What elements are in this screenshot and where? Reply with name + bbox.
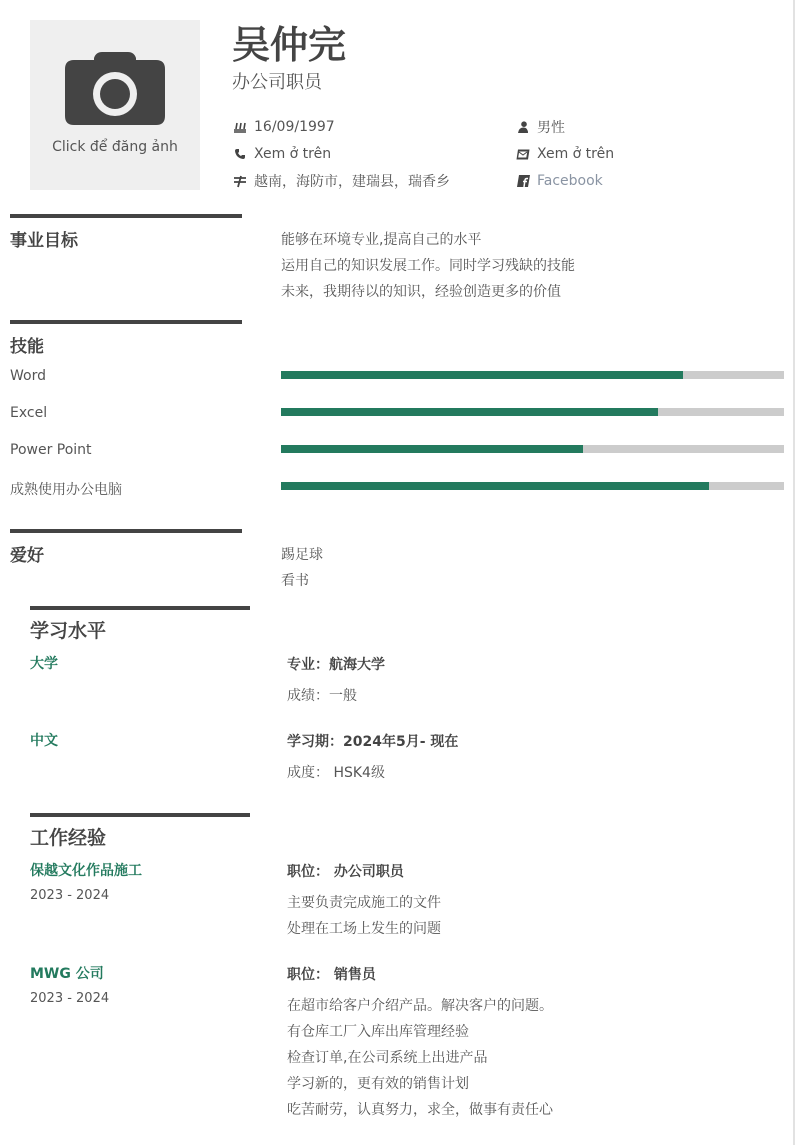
job-title: 办公司职员 bbox=[232, 72, 322, 93]
work-duty: 处理在工场上发生的问题 bbox=[287, 921, 441, 937]
cake-icon bbox=[232, 120, 248, 134]
company-name: 保越文化作品施工 bbox=[30, 863, 142, 879]
work-duty: 学习新的，更有效的销售计划 bbox=[287, 1076, 469, 1092]
skill-bar-fill bbox=[281, 371, 683, 379]
hobby-item: 踢足球 bbox=[281, 547, 323, 563]
objective-line: 能够在环境专业,提高自己的水平 bbox=[281, 232, 482, 248]
email-value: Xem ở trên bbox=[537, 146, 615, 162]
phone-value: Xem ở trên bbox=[254, 146, 332, 162]
education-detail-title: 专业：航海大学 bbox=[287, 657, 385, 673]
facebook-icon bbox=[515, 174, 531, 188]
skill-bar bbox=[281, 371, 784, 379]
phone-icon bbox=[232, 147, 248, 161]
section-rule bbox=[10, 320, 242, 324]
gender-value: 男性 bbox=[537, 120, 565, 136]
work-period: 2023 - 2024 bbox=[30, 991, 110, 1006]
photo-upload[interactable] bbox=[30, 20, 200, 190]
signpost-icon bbox=[232, 174, 248, 188]
section-rule bbox=[30, 606, 250, 610]
skill-label: Power Point bbox=[10, 442, 92, 458]
work-period: 2023 - 2024 bbox=[30, 888, 110, 903]
full-name: 吴仲完 bbox=[232, 23, 347, 67]
company-name: MWG 公司 bbox=[30, 966, 104, 982]
education-detail: 成度： HSK4级 bbox=[287, 765, 385, 781]
work-position: 职位： 办公司职员 bbox=[287, 864, 404, 880]
address-value: 越南，海防市，建瑞县，瑞香乡 bbox=[254, 174, 450, 190]
work-duty: 在超市给客户介绍产品。解决客户的问题。 bbox=[287, 998, 553, 1014]
birthday-value: 16/09/1997 bbox=[254, 119, 335, 135]
work-duty: 吃苦耐劳，认真努力，求全，做事有责任心 bbox=[287, 1102, 553, 1118]
photo-caption: Click để đăng ảnh bbox=[52, 139, 178, 155]
page-edge-divider bbox=[793, 0, 795, 1145]
education-name: 大学 bbox=[30, 656, 58, 672]
skill-label: 成熟使用办公电脑 bbox=[10, 482, 122, 498]
objective-line: 未来，我期待以的知识，经验创造更多的价值 bbox=[281, 284, 561, 300]
work-position: 职位： 销售员 bbox=[287, 967, 376, 983]
objective-line: 运用自己的知识发展工作。同时学习残缺的技能 bbox=[281, 258, 575, 274]
hobbies-heading: 爱好 bbox=[10, 546, 44, 566]
camera-icon bbox=[64, 50, 166, 126]
work-duty: 主要负责完成施工的文件 bbox=[287, 895, 441, 911]
address-row bbox=[232, 171, 450, 191]
envelope-icon bbox=[515, 147, 531, 161]
hobby-item: 看书 bbox=[281, 573, 309, 589]
work-duty: 检查订单,在公司系统上出进产品 bbox=[287, 1050, 488, 1066]
user-icon bbox=[515, 120, 531, 134]
phone-row bbox=[232, 144, 331, 164]
skill-bar-fill bbox=[281, 408, 658, 416]
skill-bar bbox=[281, 408, 784, 416]
experience-heading: 工作经验 bbox=[30, 827, 107, 849]
section-rule bbox=[10, 214, 242, 218]
objective-heading: 事业目标 bbox=[10, 231, 78, 251]
skills-heading: 技能 bbox=[10, 337, 44, 357]
skill-bar-fill bbox=[281, 445, 583, 453]
work-duty: 有仓库工厂入库出库管理经验 bbox=[287, 1024, 469, 1040]
education-heading: 学习水平 bbox=[30, 620, 107, 642]
section-rule bbox=[30, 813, 250, 817]
skill-bar-fill bbox=[281, 482, 709, 490]
skill-label: Excel bbox=[10, 405, 48, 421]
education-detail-title: 学习期：2024年5月- 现在 bbox=[287, 734, 459, 750]
skill-bar bbox=[281, 445, 784, 453]
education-detail: 成绩：一般 bbox=[287, 688, 357, 704]
section-rule bbox=[10, 529, 242, 533]
facebook-link[interactable]: Facebook bbox=[537, 173, 603, 189]
education-name: 中文 bbox=[30, 733, 58, 749]
birthday-row bbox=[232, 117, 335, 137]
skill-label: Word bbox=[10, 368, 46, 384]
gender-row bbox=[515, 117, 565, 137]
skill-bar bbox=[281, 482, 784, 490]
email-row bbox=[515, 144, 614, 164]
facebook-row[interactable] bbox=[515, 171, 603, 191]
